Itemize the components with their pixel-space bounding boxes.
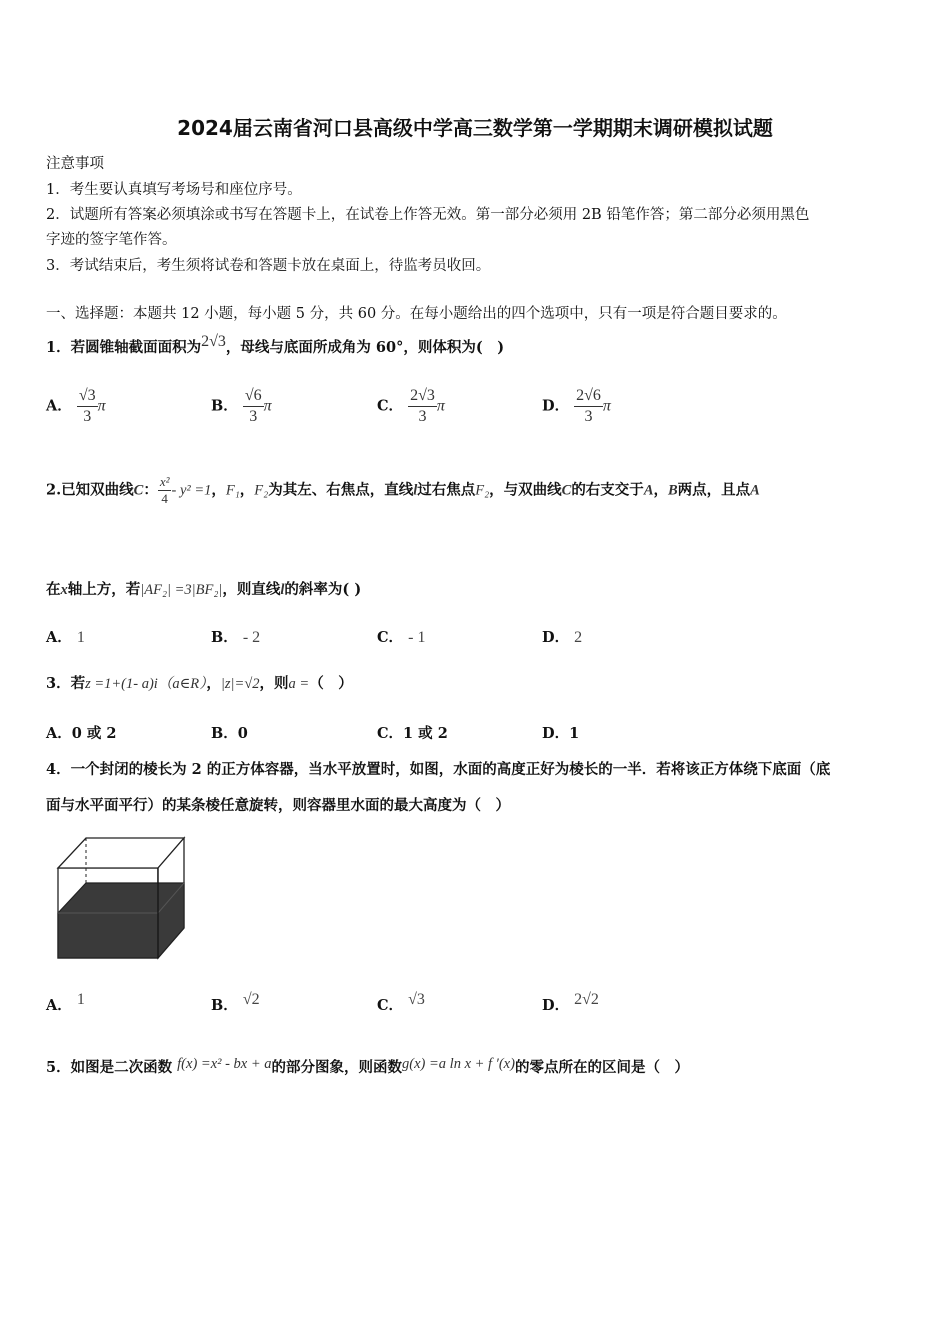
q1-b-num: √6 [243,386,264,407]
q2-stem2-c: ，则直线 [222,581,281,598]
q3-stem-c: （ ） [309,675,353,692]
q1-c-den: 3 [418,408,427,425]
notice-item-2a: 2．试题所有答案必须填涂或书写在答题卡上，在试卷上作答无效。第一部分必须用 2B 铅笔作答；第二部分必须用黑色 [46,207,810,223]
q2-option-c-label: C． [377,629,404,646]
q2-eq-num: x² [159,474,170,489]
notice-item-3: 3．考试结束后，考生须将试卷和答题卡放在桌面上，待监考员收回。 [46,258,491,274]
q2-point-b: B [667,482,678,499]
question-2-line-2 [46,578,361,599]
q2-stem-b: 为其左、右焦点，直线 [268,481,414,499]
q2-option-b[interactable] [211,626,260,647]
q1-stem-b: ，母线与底面所成角为 60°，则体积为( ) [225,339,505,356]
q4-option-a-label: A． [46,997,72,1014]
q3-condition: （a∈R） [157,676,207,692]
q2-stem2-d: 的斜率为( ) [284,581,362,598]
q1-stem-a: 1．若圆锥轴截面面积为 [46,339,202,356]
q2-option-d[interactable] [542,626,582,647]
q5-stem-b: 的部分图象，则函数 [271,1059,403,1076]
q1-option-d-frac [574,386,603,427]
q1-option-a-frac [77,386,98,427]
q1-area-math: 2√3 [201,333,226,350]
question-4-line-2: 面与水平面平行）的某条棱任意旋转，则容器里水面的最大高度为（ ） [46,797,510,814]
question-1 [46,333,505,357]
question-5 [46,1056,689,1077]
q4-option-b-label: B． [211,997,238,1014]
q1-option-d-label: D． [542,397,570,415]
q4-option-a[interactable] [46,991,85,1015]
q1-option-c-frac [408,386,437,427]
q2-option-c-value: - 1 [408,629,426,646]
q4-option-a-value: 1 [76,991,85,1008]
q1-b-pi: π [263,397,272,415]
q2-stem-f: 两点，且点 [677,481,751,499]
q1-b-den: 3 [249,408,258,425]
q2-curve-c-again: C [561,482,572,499]
q1-c-num: 2√3 [408,386,437,407]
q2-option-a-label: A． [46,629,72,646]
q2-line-l-again: l [280,582,285,598]
q2-stem2-a: 在 [46,581,61,598]
q1-a-num: √3 [77,386,98,407]
q2-f2: F₂ [254,482,269,499]
q4-option-c-label: C． [377,997,404,1014]
q2-axis-x: x [60,582,68,598]
q1-a-pi: π [97,397,106,415]
q4-option-c[interactable] [377,991,425,1015]
q3-abs-z: |z|=√2 [220,676,260,692]
q2-option-c[interactable] [377,626,425,647]
q2-stem-e: 的右支交于 [571,481,644,499]
q1-option-d[interactable] [542,386,611,427]
q2-eq-frac [158,474,172,507]
q4-option-b[interactable] [211,991,260,1015]
q1-option-b-label: B． [211,397,238,415]
q2-stem-c: 过右焦点 [417,481,476,499]
q4-option-d-label: D． [542,997,570,1014]
q1-d-den: 3 [584,408,593,425]
notice-item-2b: 字迹的签字笔作答。 [46,232,177,248]
q2-option-b-label: B． [211,629,238,646]
q1-a-den: 3 [83,408,92,425]
q5-f-equation: f(x) =x² - bx + a [177,1056,272,1072]
q5-g-equation: g(x) =a ln x + f ′(x) [402,1056,515,1072]
q1-c-pi: π [436,397,445,415]
question-4-line-1: 4．一个封闭的棱长为 2 的正方体容器，当水平放置时，如图，水面的高度正好为棱长的一半．若将该正方体绕下底面（底 [46,761,831,778]
page-title: 2024届云南省河口县高级中学高三数学第一学期期末调研模拟试题 [177,116,773,140]
q2-stem-d: ，与双曲线 [489,481,562,499]
q2-option-a-value: 1 [76,629,85,646]
q1-option-c-label: C． [377,397,404,415]
q2-stem2-b: 轴上方，若 [67,581,141,598]
q1-option-b[interactable] [211,386,272,427]
q2-option-a[interactable] [46,626,85,647]
notice-item-1: 1．考生要认真填写考场号和座位序号。 [46,182,302,198]
q2-eq-rest: - y² =1 [171,482,212,499]
q4-option-c-value: √3 [408,991,425,1008]
q3-option-c[interactable]: C．1 或 2 [377,725,448,742]
q2-condition: |AF₂| =3|BF₂| [140,582,223,598]
q4-option-d[interactable] [542,991,599,1015]
q3-a-eq: a = [288,676,310,692]
q2-option-d-label: D． [542,629,570,646]
q3-stem-b: ，则 [259,675,289,692]
question-3: 3．若z =1+(1- a)i（a∈R），|z|=√2，则a =（ ） [46,675,353,692]
notice-heading: 注意事项 [46,156,104,172]
q2-curve-c: C [133,482,144,499]
q2-f2-again: F₂ [475,482,490,499]
question-2-line-1: 2.已知双曲线C： $\frac{\text{x²}}{4}$ - y² =1，F₁，F₂为其左、右焦点，直线l过右焦点F₂，与双曲线C的右支交于A，B两点，且点A [46,474,760,506]
q2-point-a-again: A [750,482,760,499]
q2-line-l: l [413,482,418,499]
q1-d-pi: π [602,397,611,415]
q2-f1: F₁ [225,482,240,499]
q3-option-a[interactable]: A．0 或 2 [46,725,117,742]
q4-option-b-value: √2 [242,991,260,1008]
q2-option-d-value: 2 [574,629,583,646]
q2-eq-den: 4 [161,491,168,506]
q2-stem-a: 2.已知双曲线 [46,481,134,499]
cube-water [58,883,184,958]
q1-option-b-frac [243,386,264,427]
q2-point-a: A [643,482,654,499]
q2-option-b-value: - 2 [242,629,261,646]
q2-colon: ： [143,481,158,499]
section-heading: 一、选择题：本题共 12 小题，每小题 5 分，共 60 分。在每小题给出的四个选项中，只有一项是符合题目要求的。 [46,306,787,322]
q5-stem-c: 的零点所在的区间是（ ） [514,1059,689,1076]
cube-figure [56,832,188,962]
q1-option-a[interactable] [46,386,106,427]
q3-option-d[interactable]: D．1 [542,725,580,742]
q5-stem-a: 5．如图是二次函数 [46,1059,173,1076]
q3-stem-a: 3．若 [46,675,86,692]
q3-z-equation: z =1+(1- a)i [85,676,158,692]
q1-option-c[interactable] [377,386,445,427]
q1-option-a-label: A． [46,397,72,415]
q3-option-b[interactable]: B．0 [211,725,248,742]
q4-option-d-value: 2√2 [574,991,599,1008]
q1-d-num: 2√6 [574,386,603,407]
